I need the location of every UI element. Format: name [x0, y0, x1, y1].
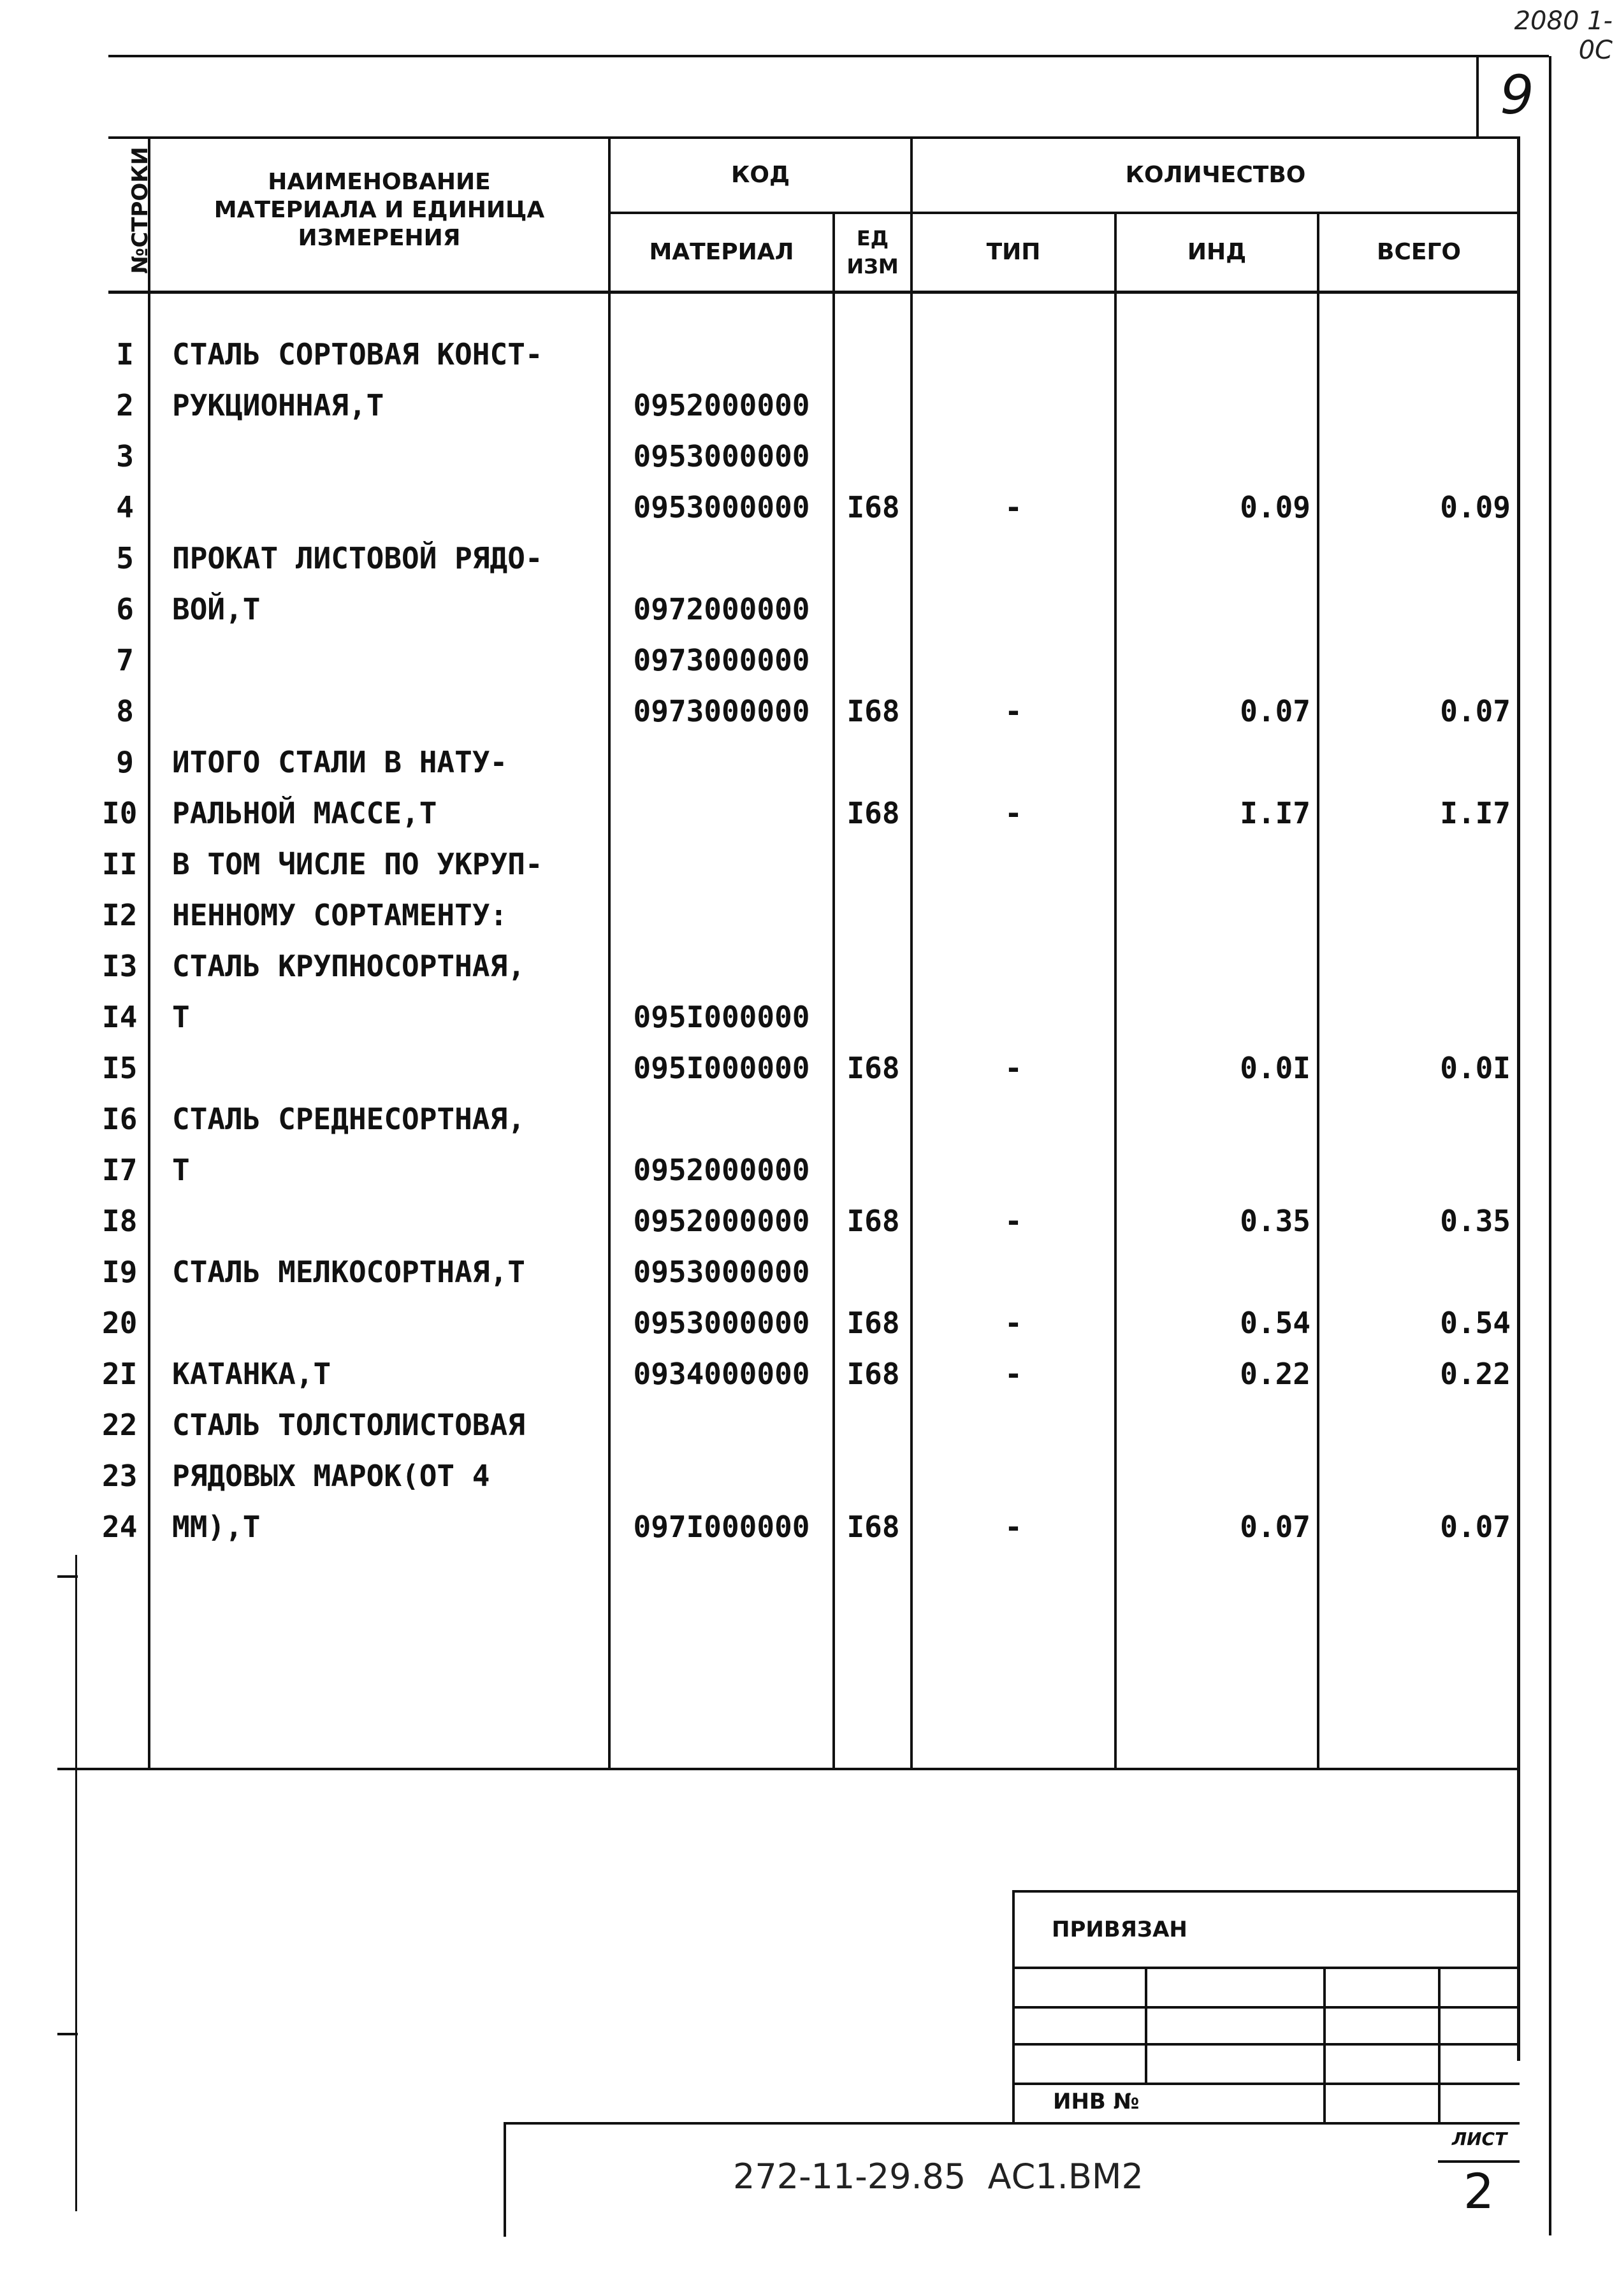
header-unit: ЕД ИЗМ [846, 226, 899, 278]
row-code: 0973000000 [633, 694, 810, 728]
row-type: - [1005, 490, 1022, 524]
row-code: 0952000000 [633, 1204, 810, 1238]
row-ind: 0.07 [1240, 1510, 1310, 1544]
row-total: 0.09 [1440, 490, 1511, 524]
row-number: I7 [102, 1153, 138, 1187]
row-name: ВОЙ,Т [172, 592, 261, 626]
page-box-left [1476, 56, 1479, 138]
doc-block-left [504, 2122, 506, 2237]
row-name: СТАЛЬ ТОЛСТОЛИСТОВАЯ [172, 1408, 525, 1442]
row-unit: I68 [846, 1357, 900, 1391]
row-number: 23 [102, 1459, 138, 1493]
row-name: РАЛЬНОЙ МАССЕ,Т [172, 796, 437, 830]
row-type: - [1005, 1051, 1022, 1085]
header-total: ВСЕГО [1377, 239, 1461, 265]
row-name: СТАЛЬ КРУПНОСОРТНАЯ, [172, 949, 525, 983]
row-number: II [102, 847, 138, 881]
row-total: 0.0I [1440, 1051, 1511, 1085]
row-type: - [1005, 1204, 1022, 1238]
row-name: Т [172, 1153, 190, 1187]
privyazan-label: ПРИВЯЗАН [1052, 1917, 1187, 1942]
row-number: I6 [102, 1102, 138, 1136]
row-number: 22 [102, 1408, 138, 1442]
row-ind: I.I7 [1240, 796, 1310, 830]
row-unit: I68 [846, 1510, 900, 1544]
row-code: 0952000000 [633, 388, 810, 422]
col-line-material [832, 213, 835, 1768]
header-type: ТИП [986, 239, 1041, 265]
row-code: 095I000000 [633, 1051, 810, 1085]
row-number: I [116, 337, 134, 372]
header-material: МАТЕРИАЛ [649, 239, 794, 265]
row-code: 0934000000 [633, 1357, 810, 1391]
row-name: РУКЦИОННАЯ,Т [172, 388, 384, 422]
row-name: Т [172, 1000, 190, 1034]
row-ind: 0.54 [1240, 1306, 1310, 1340]
row-name: ПРОКАТ ЛИСТОВОЙ РЯДО- [172, 541, 543, 575]
row-unit: I68 [846, 1306, 900, 1340]
row-number: 2I [102, 1357, 138, 1391]
row-unit: I68 [846, 796, 900, 830]
tb-grid-line-2 [1012, 2006, 1520, 2009]
row-number: 9 [116, 745, 134, 779]
row-ind: 0.35 [1240, 1204, 1310, 1238]
frame-right-inner [1517, 136, 1520, 2061]
row-code: 095I000000 [633, 1000, 810, 1034]
col-line-rowno [148, 136, 150, 1768]
row-ind: 0.22 [1240, 1357, 1310, 1391]
row-number: I8 [102, 1204, 138, 1238]
row-total: 0.07 [1440, 1510, 1511, 1544]
row-code: 0952000000 [633, 1153, 810, 1187]
tb-grid-line-3 [1012, 2043, 1520, 2046]
row-type: - [1005, 694, 1022, 728]
col-line-type [1114, 213, 1117, 1768]
row-code: 0953000000 [633, 1306, 810, 1340]
row-name: СТАЛЬ СОРТОВАЯ КОНСТ- [172, 337, 543, 372]
row-number: 24 [102, 1510, 138, 1544]
header-row-no: №СТРОКИ [127, 147, 153, 274]
row-number: 2 [116, 388, 134, 422]
row-code: 0972000000 [633, 592, 810, 626]
row-number: I0 [102, 796, 138, 830]
row-number: I5 [102, 1051, 138, 1085]
row-number: 6 [116, 592, 134, 626]
row-number: 3 [116, 439, 134, 473]
row-unit: I68 [846, 1051, 900, 1085]
row-ind: 0.0I [1240, 1051, 1310, 1085]
row-type: - [1005, 796, 1022, 830]
row-name: ММ),Т [172, 1510, 261, 1544]
row-number: I2 [102, 898, 138, 932]
frame-right-outer [1549, 56, 1551, 2235]
row-unit: I68 [846, 1204, 900, 1238]
row-unit: I68 [846, 694, 900, 728]
row-total: 0.54 [1440, 1306, 1511, 1340]
row-name: СТАЛЬ МЕЛКОСОРТНАЯ,Т [172, 1255, 525, 1289]
row-ind: 0.09 [1240, 490, 1310, 524]
row-name: КАТАНКА,Т [172, 1357, 331, 1391]
row-total: 0.07 [1440, 694, 1511, 728]
tb-grid-line-1 [1012, 1967, 1520, 1969]
header-bottom-line [108, 291, 1520, 294]
row-number: I4 [102, 1000, 138, 1034]
tb-grid-line-4 [1012, 2083, 1520, 2085]
row-unit: I68 [846, 490, 900, 524]
sheet-label: ЛИСТ [1451, 2128, 1507, 2149]
row-name: ИТОГО СТАЛИ В НАТУ- [172, 745, 508, 779]
inv-no-label: ИНВ № [1053, 2089, 1140, 2114]
row-ind: 0.07 [1240, 694, 1310, 728]
row-code: 0953000000 [633, 439, 810, 473]
section-bottom-line [57, 1768, 1520, 1770]
row-code: 097I000000 [633, 1510, 810, 1544]
row-number: 7 [116, 643, 134, 677]
frame-top-line [108, 55, 1549, 57]
row-type: - [1005, 1357, 1022, 1391]
row-number: 5 [116, 541, 134, 575]
row-number: I9 [102, 1255, 138, 1289]
row-total: 0.22 [1440, 1357, 1511, 1391]
left-edge-line [75, 1555, 77, 2211]
row-code: 0953000000 [633, 490, 810, 524]
row-number: 20 [102, 1306, 138, 1340]
row-name: В ТОМ ЧИСЛЕ ПО УКРУП- [172, 847, 543, 881]
col-line-ind [1317, 213, 1319, 1768]
row-type: - [1005, 1510, 1022, 1544]
row-total: I.I7 [1440, 796, 1511, 830]
tb-col-3 [1438, 1967, 1441, 2125]
header-code: КОД [730, 162, 790, 188]
row-name: РЯДОВЫХ МАРОК(ОТ 4 [172, 1459, 490, 1493]
col-line-unit [910, 136, 913, 1768]
corner-code: 2080 1-0C [1514, 6, 1613, 65]
doc-code: 272-11-29.85 АС1.ВМ2 [733, 2156, 1143, 2197]
row-name: НЕННОМУ СОРТАМЕНТУ: [172, 898, 508, 932]
sheet-number: 2 [1463, 2163, 1495, 2220]
row-type: - [1005, 1306, 1022, 1340]
row-number: 8 [116, 694, 134, 728]
row-number: 4 [116, 490, 134, 524]
page-box-number: 9 [1500, 64, 1534, 126]
tb-col-1 [1145, 1967, 1147, 2083]
col-line-name [608, 136, 611, 1768]
row-total: 0.35 [1440, 1204, 1511, 1238]
row-code: 0973000000 [633, 643, 810, 677]
row-code: 0953000000 [633, 1255, 810, 1289]
header-qty: КОЛИЧЕСТВО [1125, 162, 1306, 188]
tb-col-2 [1323, 1967, 1326, 2125]
header-ind: ИНД [1187, 239, 1247, 265]
tb-top-line [1012, 1890, 1520, 1893]
header-name: НАИМЕНОВАНИЕ МАТЕРИАЛА И ЕДИНИЦА ИЗМЕРЕНИЯ [214, 169, 545, 251]
doc-block-top [504, 2122, 1520, 2125]
row-name: СТАЛЬ СРЕДНЕСОРТНАЯ, [172, 1102, 525, 1136]
row-number: I3 [102, 949, 138, 983]
